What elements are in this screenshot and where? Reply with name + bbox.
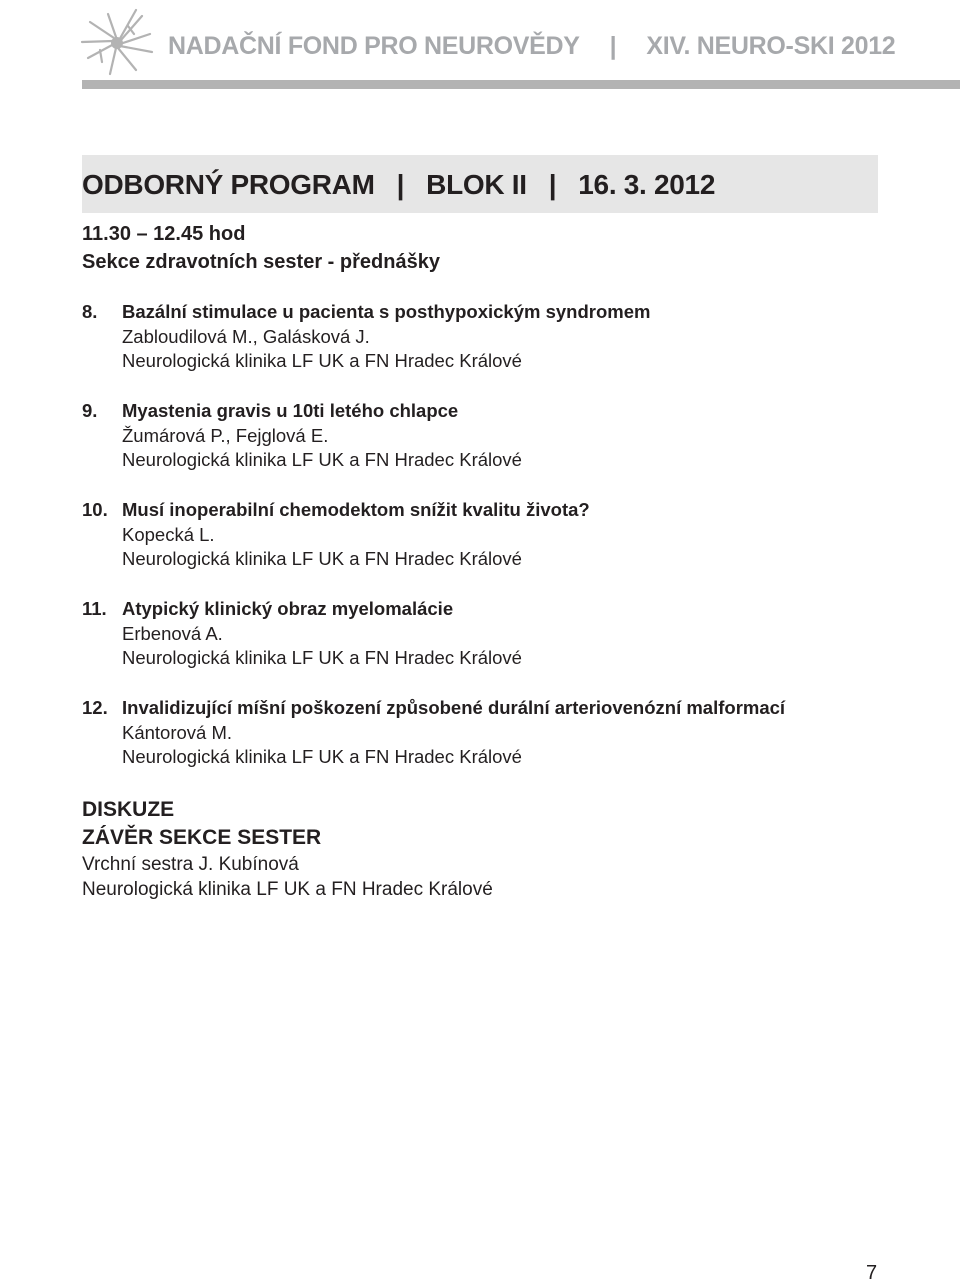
foundation-name: NADAČNÍ FOND PRO NEUROVĚDY	[168, 32, 580, 60]
talk-number: 8.	[82, 301, 98, 322]
title-separator: |	[548, 169, 557, 200]
page-number: 7	[866, 1262, 878, 1284]
session-time: 11.30 – 12.45 hod	[82, 223, 246, 245]
talk-number: 12.	[82, 697, 108, 718]
talk-title: Atypický klinický obraz myelomalácie	[122, 598, 454, 619]
header-title	[168, 32, 895, 61]
talk-item	[82, 597, 942, 671]
title-separator: |	[396, 169, 405, 200]
talk-authors: Erbenová A.	[122, 622, 223, 644]
talk-institution: Neurologická klinika LF UK a FN Hradec Králové	[122, 449, 522, 470]
talk-title: Musí inoperabilní chemodektom snížit kvalitu života?	[122, 499, 590, 520]
talk-authors: Kopecká L.	[122, 523, 215, 545]
talk-item	[82, 696, 942, 770]
closing-speaker: Vrchní sestra J. Kubínová	[82, 854, 299, 875]
talk-authors: Žumárová P., Fejglová E.	[122, 424, 329, 446]
block-label: BLOK II	[426, 169, 527, 200]
conclusion-heading: ZÁVĚR SEKCE SESTER	[82, 826, 322, 849]
program-date: 16. 3. 2012	[578, 169, 716, 200]
program-title-bar	[82, 155, 878, 213]
talk-item	[82, 300, 942, 374]
header-separator: |	[609, 32, 617, 60]
talk-authors: Kántorová M.	[122, 721, 233, 743]
header-rule	[82, 80, 960, 89]
closing-section	[82, 796, 493, 902]
talk-title: Invalidizující míšní poškození způsobené durální arteriovenózní malformací	[122, 697, 786, 718]
talk-number: 9.	[82, 400, 98, 421]
discussion-heading: DISKUZE	[82, 798, 175, 821]
talk-institution: Neurologická klinika LF UK a FN Hradec Králové	[122, 548, 522, 569]
talk-institution: Neurologická klinika LF UK a FN Hradec Králové	[122, 746, 522, 767]
talk-institution: Neurologická klinika LF UK a FN Hradec Králové	[122, 647, 522, 668]
neuron-logo-icon	[80, 4, 160, 78]
talk-number: 11.	[82, 598, 107, 619]
talk-number: 10.	[82, 499, 108, 520]
session-name: Sekce zdravotních sester - přednášky	[82, 251, 440, 273]
talk-institution: Neurologická klinika LF UK a FN Hradec Králové	[122, 350, 522, 371]
talk-title: Myastenia gravis u 10ti letého chlapce	[122, 400, 459, 421]
closing-institution: Neurologická klinika LF UK a FN Hradec Králové	[82, 879, 493, 900]
program-label: ODBORNÝ PROGRAM	[82, 169, 375, 200]
talk-title: Bazální stimulace u pacienta s posthypoxickým syndromem	[122, 301, 651, 322]
talk-authors: Zabloudilová M., Galásková J.	[122, 325, 370, 347]
talk-item	[82, 498, 942, 572]
program-title	[82, 169, 715, 201]
event-name: XIV. NEURO-SKI 2012	[646, 32, 896, 60]
page-header	[0, 0, 960, 90]
talk-item	[82, 399, 942, 473]
